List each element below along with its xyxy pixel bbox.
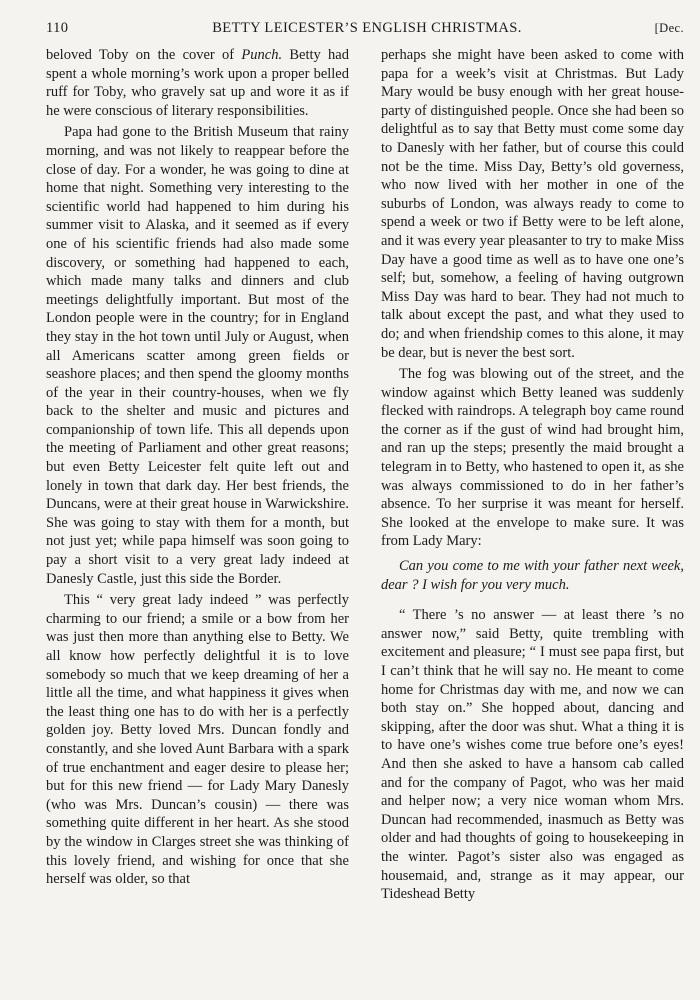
month-mark: [Dec. [654, 21, 684, 35]
paragraph-text: Betty had spent a whole morning’s work upon a proper belled ruff for Toby, who gravely sat up and wore it as if he were conscious of literary responsibilities. [46, 47, 349, 119]
paragraph [46, 46, 349, 120]
italic-title: Punch. [241, 47, 283, 63]
telegram-quote: Can you come to me with your father next week, dear ? I wish for you very much. [381, 558, 684, 593]
paragraph-text: beloved Toby on the cover of [46, 47, 242, 63]
right-column [381, 46, 684, 904]
paragraph: Papa had gone to the British Museum that rainy morning, and was not likely to reappear before the close of day. For a wonder, he was going to dine at home that night. Something very interesting to the scientific world had happened to him during his summer visit to Alaska, and it seemed as if every one of his scientific friends had also made some discovery, or something had happened to each, which made many talks and dinners and club meetings delightfully important. But most of the London people were in the country; for in England they stay in the hot town until July or August, when all Americans scatter among green fields or seashore places; and then spend the gloomy months of the year in their country-houses, when we fly back to the shelter and music and pictures and companionship of town life. This all depends upon the meeting of Parliament and other great reasons; but even Betty Leicester felt quite left out and lonely in town that dark day. Her best friends, the Duncans, were at their great house in Warwickshire. She was going to stay with them for a month, but not just yet; while papa himself was soon going to pay a short visit to a very great lady indeed at Danesly Castle, just this side the Border. [46, 124, 349, 587]
page-number: 110 [46, 20, 69, 36]
left-column [46, 46, 349, 904]
paragraph: perhaps she might have been asked to come with papa for a week’s visit at Christmas. But Lady Mary would be busy enough with her great house-party of distinguished people. Once she had been so delightful as to say that Betty must come some day to Danesly with her father, but of course this could not be the time. Miss Day, Betty’s old governess, who now lived with her mother in one of the suburbs of London, was always ready to come to spend a week or two if Betty were to be left alone, and it was every year pleasanter to try to make Miss Day have a good time as well as to have one one’s self; but, somehow, a feeling of having outgrown Miss Day was hard to bear. They had not much to talk about except the past, and what they used to do; and when friendship comes to this alone, it may be dear, but is never the best sort. [381, 47, 684, 361]
paragraph: This “ very great lady indeed ” was perfectly charming to our friend; a smile or a bow from her was just then more than anything else to Betty. We all know how perfectly delightful it is to love somebody so much that we keep dreaming of her a little all the time, and what happiness it gives when the least thing one has to do with her is a perfectly golden joy. Betty loved Mrs. Duncan fondly and constantly, and she loved Aunt Barbara with a spark of true enchantment and eager desire to please her; but for this new friend — for Lady Mary Danesly (who was Mrs. Duncan’s cousin) — there was something quite different in her heart. As she stood by the window in Clarges street she was thinking of this lovely friend, and wishing for once that she herself was older, so that [46, 592, 349, 888]
paragraph: The fog was blowing out of the street, and the window against which Betty leaned was suddenly flecked with raindrops. A telegraph boy came round the corner as if the gust of wind had brought him, and ran up the steps; presently the maid brought a telegram in to Betty, who hastened to open it, as she was always commissioned to do in her father’s absence. To her surprise it was meant for herself. She looked at the envelope to make sure. It was from Lady Mary: [381, 366, 684, 550]
running-header [46, 20, 684, 46]
text-columns [46, 46, 684, 904]
paragraph: “ There ’s no answer — at least there ’s no answer now,” said Betty, quite trembling with excitement and pleasure; “ I must see papa first, but I can’t think that he will say no. He meant to come home for Christmas day with me, and now we can both stay on.” She hopped about, dancing and skipping, after the door was shut. What a thing it is to have one’s wishes come true before one’s eyes! And then she asked to have a hansom cab called and for the company of Pagot, who was her maid and helper now; a very nice woman whom Mrs. Duncan had recommended, inasmuch as Betty was older and had thoughts of going to housekeeping in the winter. Pagot’s sister also was engaged as housemaid, and, strange as it may appear, our Tideshead Betty [381, 607, 684, 903]
running-title: BETTY LEICESTER’S ENGLISH CHRISTMAS. [212, 20, 522, 36]
